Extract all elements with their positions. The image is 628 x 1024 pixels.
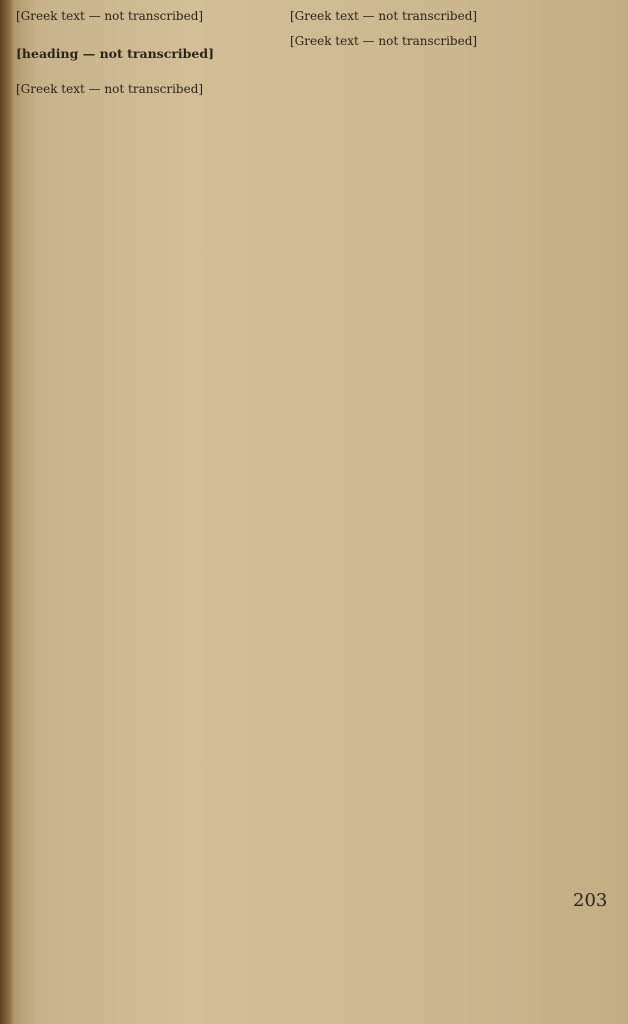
book-spine-shadow <box>0 0 14 1024</box>
right-paragraph-2: [Greek text — not transcribed] <box>290 34 478 49</box>
left-paragraph-2: [Greek text — not transcribed] <box>16 81 204 96</box>
page-number: 203 <box>573 890 608 911</box>
section-heading: [heading — not transcribed] <box>16 46 215 62</box>
right-column <box>290 8 562 59</box>
left-column <box>16 8 276 106</box>
left-paragraph-1: [Greek text — not transcribed] <box>16 9 204 23</box>
right-paragraph-1: [Greek text — not transcribed] <box>290 9 478 23</box>
